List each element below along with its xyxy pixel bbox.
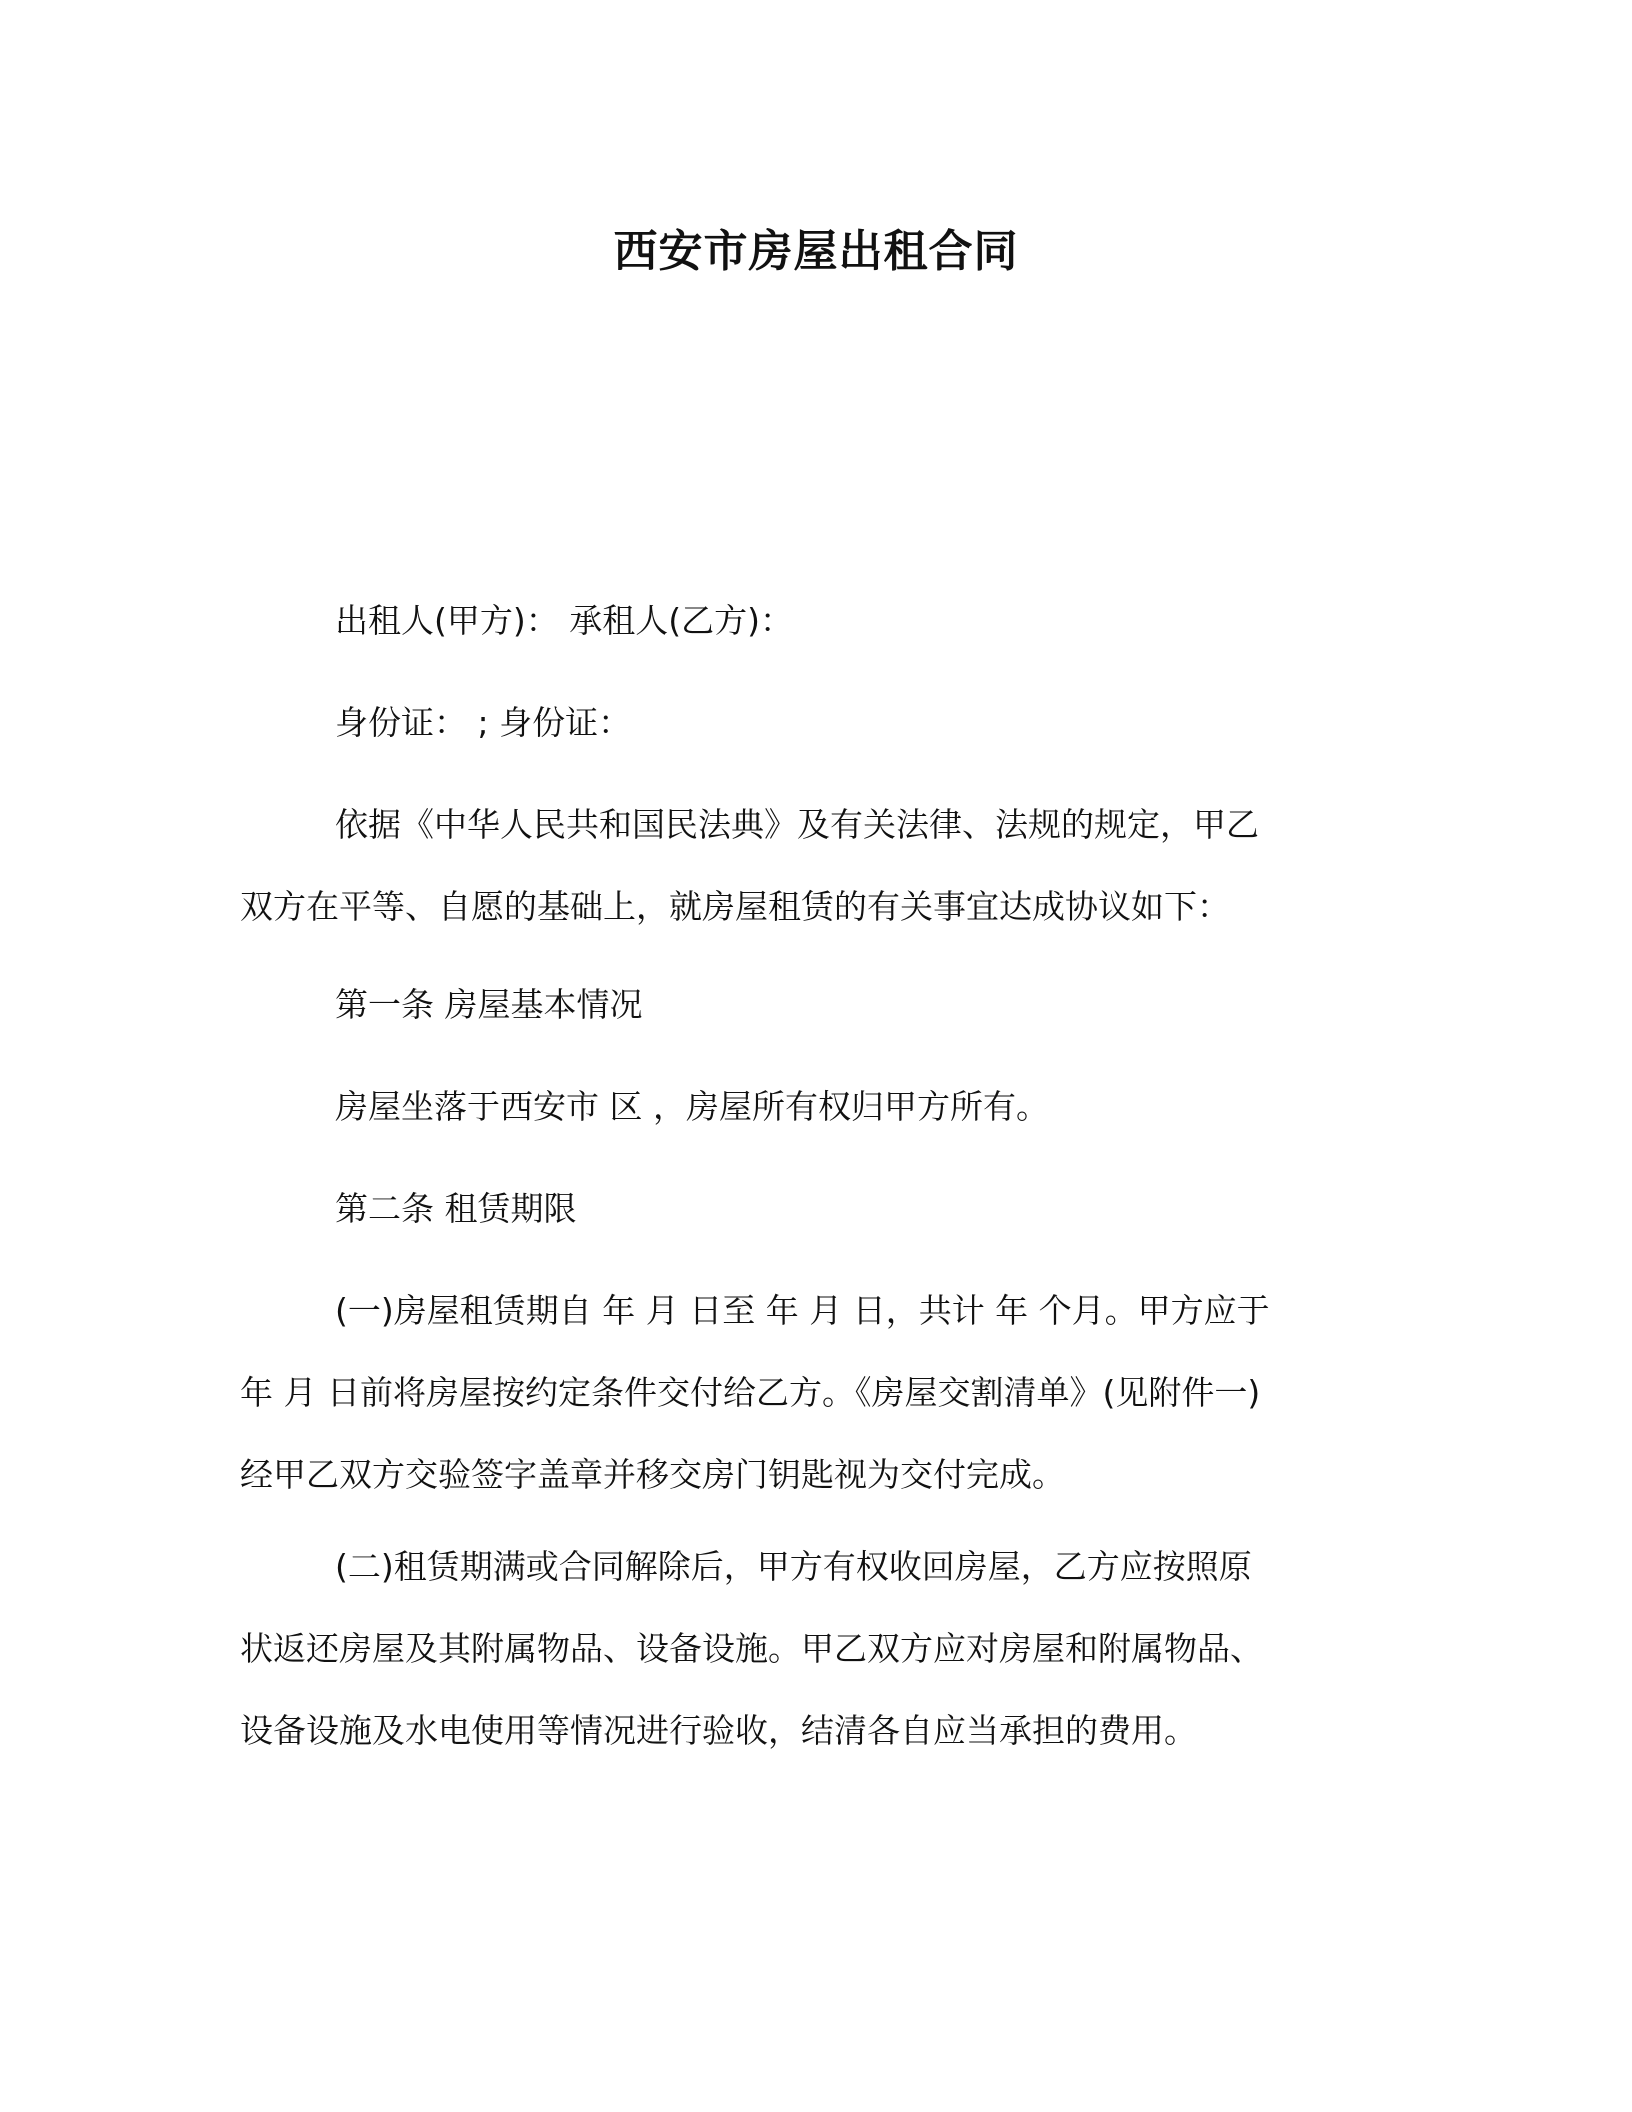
article1-heading-text: 第一条 房屋基本情况 [335,985,643,1024]
id-line [240,682,1400,764]
preamble-line: 双方在平等、自愿的基础上，就房屋租赁的有关事宜达成协议如下： [240,887,1230,926]
article1-paragraph [240,1066,1400,1148]
article2-clause2 [240,1526,1400,1772]
parties-line [240,580,1400,662]
article1-text: 房屋坐落于西安市 区 ，房屋所有权归甲方所有。 [335,1087,1049,1126]
clause1-line: (一)房屋租赁期自 年 月 日至 年 月 日，共计 年 个月。甲方应于 [335,1291,1270,1330]
clause1-line: 经甲乙双方交验签字盖章并移交房门钥匙视为交付完成。 [240,1455,1065,1494]
clause2-line: 设备设施及水电使用等情况进行验收，结清各自应当承担的费用。 [240,1711,1197,1750]
article1-heading [240,964,1400,1046]
preamble-line: 依据《中华人民共和国民法典》及有关法律、法规的规定，甲乙 [335,805,1259,844]
document-title: 西安市房屋出租合同 [613,226,1019,277]
clause1-line: 年 月 日前将房屋按约定条件交付给乙方。《房屋交割清单》(见附件一) [240,1373,1261,1412]
article2-heading [240,1168,1400,1250]
article2-clause1 [240,1270,1400,1516]
clause2-line: 状返还房屋及其附属物品、设备设施。甲乙双方应对房屋和附属物品、 [240,1629,1263,1668]
article2-heading-text: 第二条 租赁期限 [335,1189,577,1228]
parties-text: 出租人(甲方)： 承租人(乙方)： [335,601,793,640]
id-text: 身份证： ; 身份证： [335,703,632,742]
clause2-line: (二)租赁期满或合同解除后，甲方有权收回房屋，乙方应按照原 [335,1547,1252,1586]
preamble-paragraph [240,784,1400,948]
